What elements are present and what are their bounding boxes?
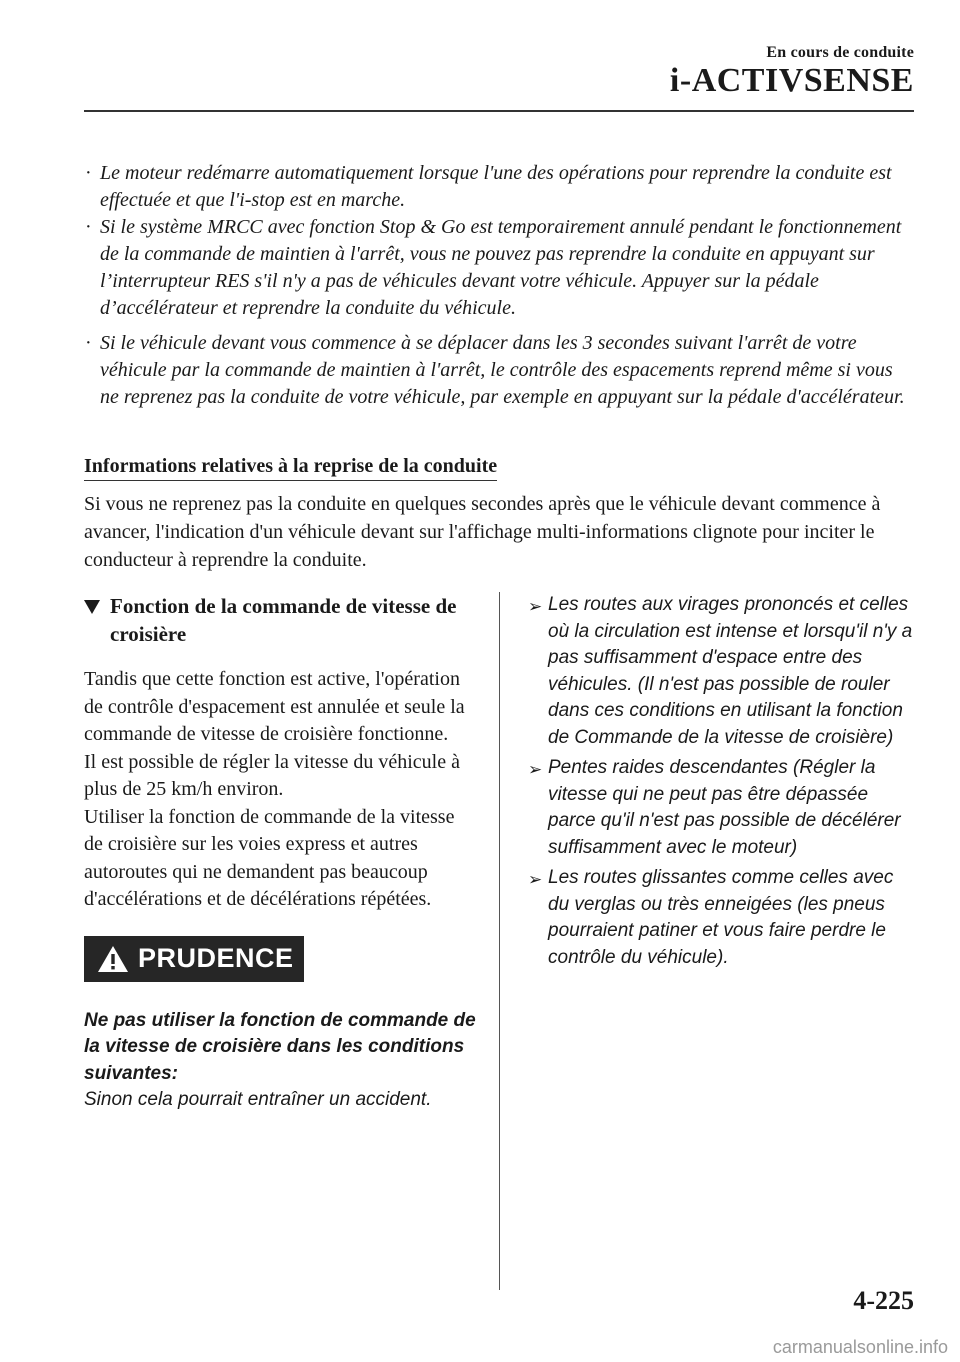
bullet-dot-icon: · bbox=[85, 216, 92, 238]
section-heading: Informations relatives à la reprise de la conduite bbox=[84, 455, 497, 481]
column-divider bbox=[499, 592, 500, 1290]
caution-text bbox=[84, 1008, 476, 1114]
triangle-down-icon bbox=[84, 600, 100, 614]
arrow-right-icon: ➢ bbox=[528, 760, 543, 779]
left-column bbox=[84, 592, 476, 1114]
caution-bold-text: Ne pas utiliser la fonction de commande de la vitesse de croisière dans les conditions suivantes: bbox=[84, 1009, 476, 1084]
arrow-right-icon: ➢ bbox=[528, 597, 543, 616]
list-item bbox=[528, 865, 918, 971]
bullet-text: Si le véhicule devant vous commence à se déplacer dans les 3 secondes suivant l'arrêt de votre véhicule par la commande de maintien à l'arrêt, le contrôle des espacements reprend même si vous ne reprenez pas la conduite de votre véhicule, par exemple en appuyant sur la pédale d'accélérateur. bbox=[100, 332, 905, 408]
list-item-text: Les routes aux virages prononcés et celles où la circulation est intense et lorsqu'il n'y a pas suffisamment d'espace entre des véhicules. (Il n'est pas possible de rouler dans ces conditions en utilisant la fonction de Commande de la vitesse de croisière) bbox=[548, 594, 913, 748]
warning-triangle-icon bbox=[96, 944, 130, 974]
caution-banner bbox=[84, 936, 304, 982]
bullet-text: Le moteur redémarre automatiquement lorsque l'une des opérations pour reprendre la conduite est effectuée et que l'i-stop est en marche. bbox=[100, 162, 892, 211]
subsection-heading-text: Fonction de la commande de vitesse de croisière bbox=[110, 594, 457, 646]
section-body: Si vous ne reprenez pas la conduite en quelques secondes après que le véhicule devant commence à avancer, l'indication d'un véhicule devant sur l'affichage multi-informations clignote pour inciter le conducteur à reprendre la conduite. bbox=[84, 493, 881, 571]
bullet-item bbox=[84, 214, 914, 322]
bullet-text: Si le système MRCC avec fonction Stop & Go est temporairement annulé pendant le fonctionnement de la commande de maintien à l'arrêt, vous ne pouvez pas reprendre la conduite en appuyant sur l’interrupteur RES s'il n'y a pas de véhicules devant votre véhicule. Appuyer sur la pédale d’accélérateur et reprendre la conduite du véhicule. bbox=[100, 216, 902, 319]
watermark-link[interactable]: carmanualsonline.info bbox=[772, 1337, 948, 1357]
arrow-right-icon: ➢ bbox=[528, 870, 543, 889]
bullet-item bbox=[84, 330, 914, 411]
page-number: 4-225 bbox=[853, 1286, 914, 1315]
caution-normal-text: Sinon cela pourrait entraîner un accident. bbox=[84, 1089, 432, 1110]
subsection-body: Tandis que cette fonction est active, l'opération de contrôle d'espacement est annulée et seule la commande de vitesse de croisière fonctionne. Il est possible de régler la vitesse du véhicule à plus de 25 km/h environ. Utiliser la fonction de commande de la vitesse de croisière sur les voies express et autres autoroutes qui ne demandent pas beaucoup d'accélérations et de décélérations répétées. bbox=[84, 668, 465, 910]
list-item-text: Pentes raides descendantes (Régler la vitesse qui ne peut pas être dépassée parce qu'il n'est pas possible de décélérer suffisamment avec le moteur) bbox=[548, 757, 901, 858]
bullet-list bbox=[84, 160, 914, 411]
conditions-list bbox=[528, 592, 918, 975]
header-rule bbox=[84, 110, 914, 112]
header-title: i-ACTIVSENSE bbox=[669, 62, 914, 99]
bullet-dot-icon: · bbox=[85, 162, 92, 184]
header-section-label: En cours de conduite bbox=[766, 44, 914, 61]
bullet-item bbox=[84, 160, 914, 214]
list-item bbox=[528, 592, 918, 751]
list-item-text: Les routes glissantes comme celles avec du verglas ou très enneigées (les pneus pourraient patiner et vous faire perdre le contrôle du véhicule). bbox=[548, 867, 894, 968]
bullet-dot-icon: · bbox=[85, 332, 92, 354]
list-item bbox=[528, 755, 918, 861]
subsection-heading bbox=[84, 592, 476, 648]
caution-label: PRUDENCE bbox=[138, 943, 294, 973]
